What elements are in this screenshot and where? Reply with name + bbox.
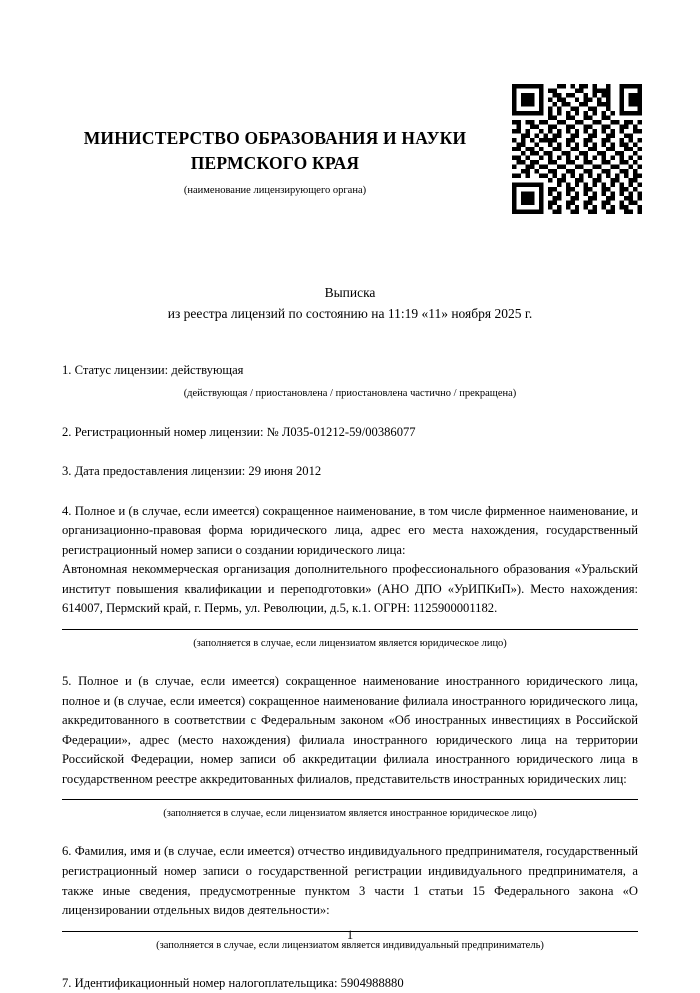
document-heading <box>62 282 638 325</box>
section-note: (заполняется в случае, если лицензиатом является индивидуальный предприниматель) <box>156 939 544 951</box>
section-text: 5. Полное и (в случае, если имеется) сокращенное наименование иностранного юридического лица, полное и (в случае, если имеется) сокращенное наименование филиала иностранного юридического лица, аккредитованного в соответствии с Федеральным законом «Об иностранных инвестициях в Российской Федерации», адрес (место нахождения) филиала иностранного юридического лица на территории Российской Федерации, номер записи об аккредитации филиала иностранного юридического лица в государственном реестре аккредитованных филиалов, представительств иностранных юридических лиц: <box>62 674 638 786</box>
fill-in-rule <box>62 799 638 800</box>
org-title-line2: ПЕРМСКОГО КРАЯ <box>190 153 360 174</box>
org-title-line1: МИНИСТЕРСТВО ОБРАЗОВАНИЯ И НАУКИ <box>83 128 467 148</box>
document-section <box>62 462 638 482</box>
section-note: (заполняется в случае, если лицензиатом является иностранное юридическое лицо) <box>163 808 537 820</box>
fill-in-rule <box>62 629 638 630</box>
doc-title: Выписка <box>324 284 376 300</box>
org-caption: (наименование лицензирующего органа) <box>183 184 367 196</box>
doc-subtitle: из реестра лицензий по состоянию на 11:19 «11» ноября 2025 г. <box>167 306 533 322</box>
qr-code-icon <box>512 84 642 214</box>
section-text: 7. Идентификационный номер налогоплательщика: 5904988880 <box>62 975 404 990</box>
document-section <box>62 423 638 443</box>
section-text: 4. Полное и (в случае, если имеется) сокращенное наименование, в том числе фирменное наименование, и организационно-правовая форма юридического лица, адрес его места нахождения, государственный регистрационный номер записи о создании юридического лица: <box>62 503 638 557</box>
section-note: (действующая / приостановлена / приостановлена частично / прекращена) <box>183 388 517 400</box>
section-text: 2. Регистрационный номер лицензии: № Л035-01212-59/00386077 <box>62 424 416 439</box>
sections-container <box>62 361 638 993</box>
document-section <box>62 502 638 652</box>
document-section <box>62 672 638 822</box>
document-section <box>62 974 638 993</box>
section-body: Автономная некоммерческая организация дополнительного профессионального образования «Уральский институт повышения квалификации и переподготовки» (АНО ДПО «УрИПКиП»). Место нахождения: 614007, Пермский край, г. Пермь, ул. Революции, д.5, к.1. ОГРН: 1125900001182. <box>62 562 638 616</box>
section-text: 6. Фамилия, имя и (в случае, если имеется) отчество индивидуального предпринимателя, государственный регистрационный номер записи о государственной регистрации индивидуального предпринимателя, а также иные сведения, предусмотренные пунктом 3 части 1 статьи 15 Федерального закона «О лицензировании отдельных видов деятельности»: <box>62 844 638 918</box>
section-note: (заполняется в случае, если лицензиатом является юридическое лицо) <box>193 637 507 649</box>
section-text: 1. Статус лицензии: действующая <box>62 362 244 377</box>
page-number: 1 <box>346 928 354 942</box>
section-text: 3. Дата предоставления лицензии: 29 июня 2012 <box>62 464 322 479</box>
document-section <box>62 361 638 403</box>
